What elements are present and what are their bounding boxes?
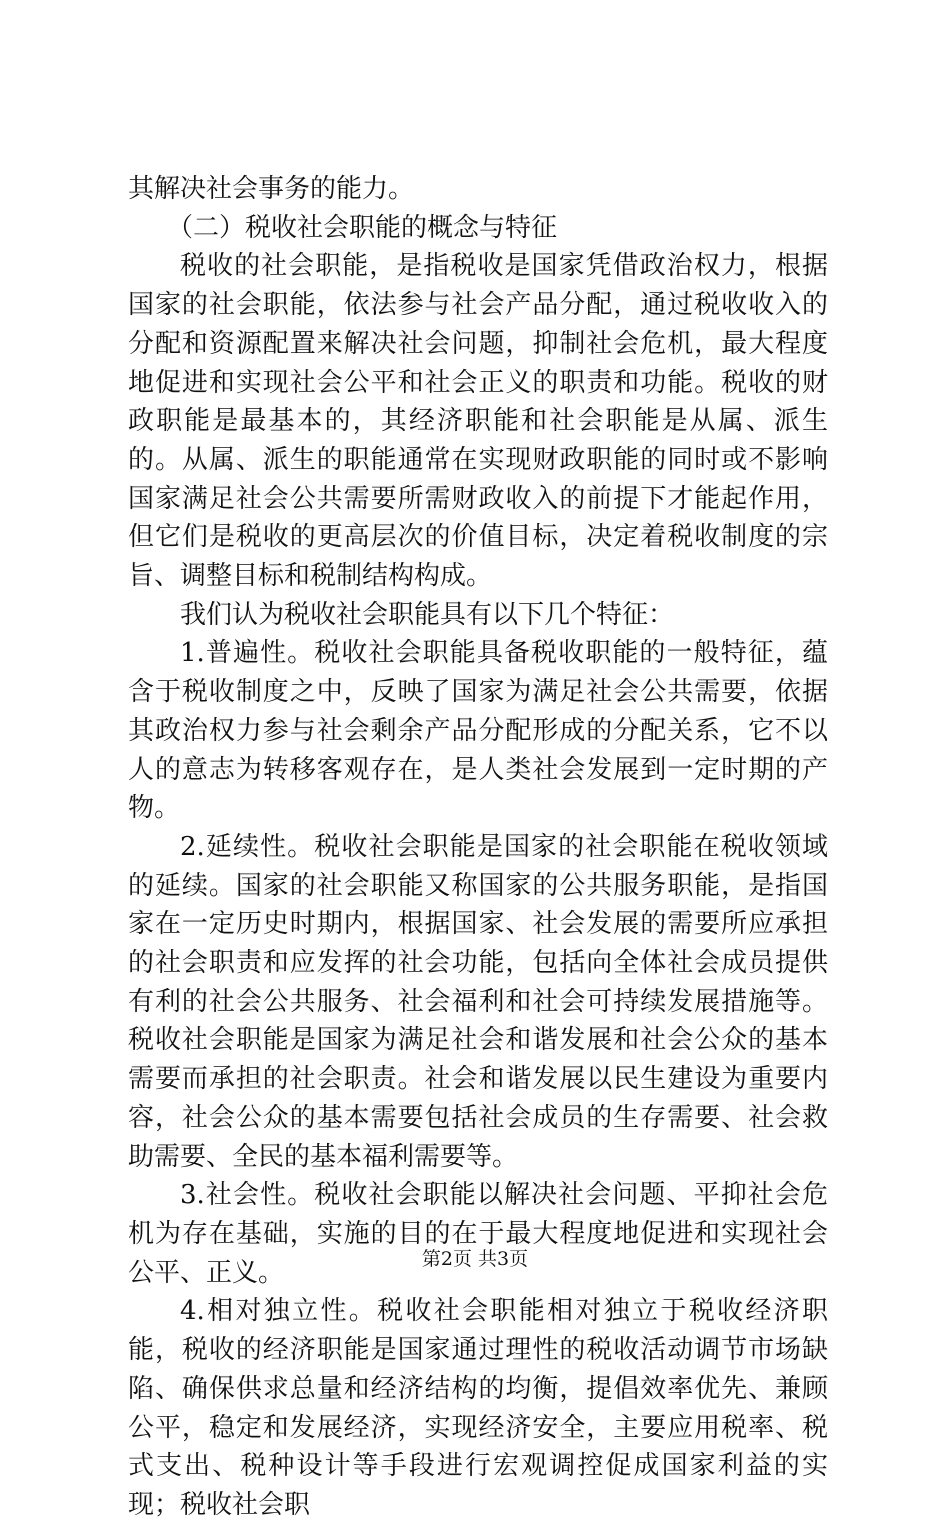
section-heading: （二）税收社会职能的概念与特征 [167, 212, 558, 243]
paragraph-continuation: 其解决社会事务的能力。 [128, 174, 415, 204]
page-number-footer: 第2页 共3页 [421, 1248, 529, 1270]
paragraph-feature-independence: 4.相对独立性。税收社会职能相对独立于税收经济职能，税收的经济职能是国家通过理性的税收活动调节市场缺陷、确保供求总量和经济结构的均衡，提倡效率优先、兼顾公平，稳定和发展经济，实现经济安全，主要应用税率、税式支出、税种设计等手段进行宏观调控促成国家利益的实现；税收社会职 [128, 1296, 828, 1520]
paragraph-feature-sociality: 3.社会性。税收社会职能以解决社会问题、平抑社会危机为存在基础，实施的目的在于最大程度地促进和实现社会公平、正义。 [128, 1180, 828, 1288]
paragraph-feature-universality: 1.普遍性。税收社会职能具备税收职能的一般特征，蕴含于税收制度之中，反映了国家为满足社会公共需要，依据其政治权力参与社会剩余产品分配形成的分配关系，它不以人的意志为转移客观存在，是人类社会发展到一定时期的产物。 [128, 638, 828, 824]
document-body [128, 170, 828, 1525]
paragraph-definition: 税收的社会职能，是指税收是国家凭借政治权力，根据国家的社会职能，依法参与社会产品分配，通过税收收入的分配和资源配置来解决社会问题，抑制社会危机，最大程度地促进和实现社会公平和社会正义的职责和功能。税收的财政职能是最基本的，其经济职能和社会职能是从属、派生的。从属、派生的职能通常在实现财政职能的同时或不影响国家满足社会公共需要所需财政收入的前提下才能起作用，但它们是税收的更高层次的价值目标，决定着税收制度的宗旨、调整目标和税制结构构成。 [128, 251, 828, 592]
paragraph-feature-continuity: 2.延续性。税收社会职能是国家的社会职能在税收领域的延续。国家的社会职能又称国家的公共服务职能，是指国家在一定历史时期内，根据国家、社会发展的需要所应承担的社会职责和应发挥的社会功能，包括向全体社会成员提供有利的社会公共服务、社会福利和社会可持续发展措施等。税收社会职能是国家为满足社会和谐发展和社会公众的基本需要而承担的社会职责。社会和谐发展以民生建设为重要内容，社会公众的基本需要包括社会成员的生存需要、社会救助需要、全民的基本福利需要等。 [128, 831, 828, 1172]
paragraph-features-intro: 我们认为税收社会职能具有以下几个特征： [180, 599, 675, 630]
